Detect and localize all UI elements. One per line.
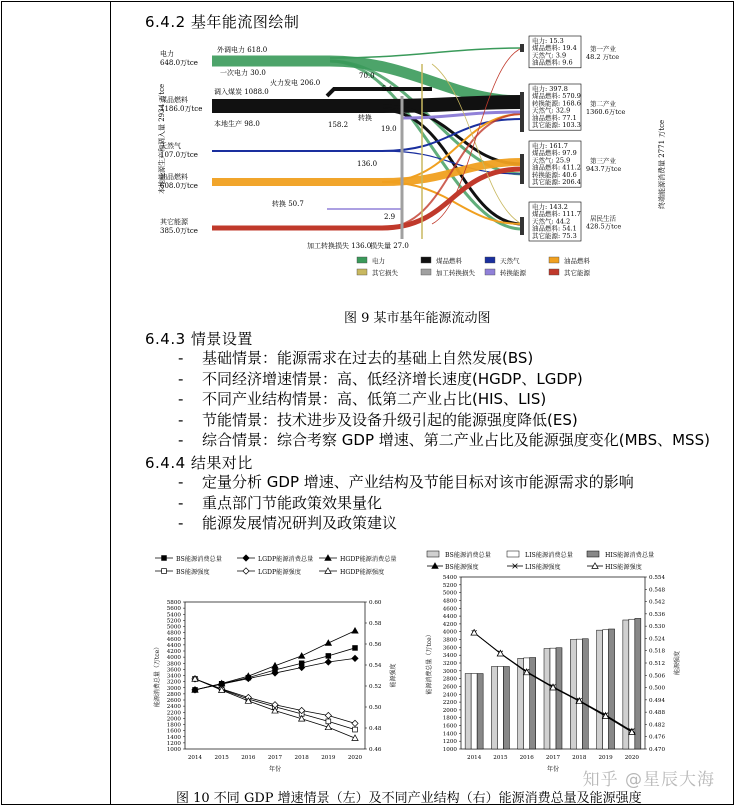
y-tick-label: 2400 xyxy=(166,704,181,711)
y2-axis-label: 能源强度 xyxy=(390,663,397,688)
y-tick-label: 4000 xyxy=(166,655,181,662)
legend-swatch xyxy=(549,269,559,275)
legend-swatch xyxy=(485,257,495,263)
flow-other xyxy=(212,169,522,228)
bar xyxy=(491,667,497,749)
y-tick-label: 2200 xyxy=(166,710,181,717)
legend-label: 油品燃料 xyxy=(564,257,590,265)
flow-right-axis-label: 终端能源消费量 2771 万tce xyxy=(658,119,666,209)
data-point xyxy=(325,712,331,718)
legend-text: HGDP能源强度 xyxy=(340,569,385,576)
sector-name: 第二产业 xyxy=(590,100,616,109)
sector-name: 第一产业 xyxy=(590,44,616,53)
bar xyxy=(550,648,556,749)
sector-line: 煤品燃料: 570.9 xyxy=(532,92,581,101)
result-item: - 重点部门节能政策效果量化 xyxy=(178,493,634,514)
data-point xyxy=(325,640,331,646)
legend-item xyxy=(427,551,491,559)
sector-line: 转换能源: 168.6 xyxy=(532,99,581,108)
y2-tick-label: 0.548 xyxy=(649,587,666,594)
y-tick-label: 1400 xyxy=(166,734,181,741)
y-tick-label: 3800 xyxy=(166,661,181,668)
y-tick-label: 3000 xyxy=(442,668,457,675)
flow-coal-power xyxy=(327,89,432,96)
y-tick-label: 2600 xyxy=(166,698,181,704)
y2-tick-label: 0.48 xyxy=(369,726,382,732)
series-line xyxy=(192,628,358,693)
x-tick-label: 2016 xyxy=(519,755,534,761)
sector-line: 其它能源: 75.3 xyxy=(532,231,577,240)
source-gas-value: 107.0万tce xyxy=(160,151,198,159)
legend-swatch xyxy=(549,257,559,263)
y2-tick-label: 0.536 xyxy=(649,611,666,618)
legend-text: LIS能源消费总量 xyxy=(525,552,573,559)
label-imported-coal: 调入煤炭 1088.0 xyxy=(214,88,269,96)
scenario-item: - 不同产业结构情景：高、低第二产业占比(HIS、LIS) xyxy=(178,389,710,410)
series-line xyxy=(192,676,358,727)
source-coal-value: 1186.0万tce xyxy=(160,105,203,113)
legend-item xyxy=(587,551,654,559)
data-point xyxy=(272,663,278,669)
y2-tick-label: 0.470 xyxy=(649,747,666,753)
x-tick-label: 2020 xyxy=(347,755,363,761)
label-outside-power: 外调电力 618.0 xyxy=(217,46,268,54)
y-tick-label: 2000 xyxy=(442,707,457,714)
y-tick-label: 2200 xyxy=(442,700,457,707)
legend-swatch xyxy=(421,257,431,263)
data-point xyxy=(353,727,358,732)
sector-line: 其它能源: 206.4 xyxy=(532,178,581,186)
y2-tick-label: 0.54 xyxy=(369,663,382,669)
legend-swatch xyxy=(357,257,367,263)
y2-tick-label: 0.58 xyxy=(369,621,382,627)
x-axis-label: 年份 xyxy=(546,766,560,773)
left-column xyxy=(2,2,111,804)
label-loss: 损失量 27.0 xyxy=(370,242,409,250)
y-tick-label: 4800 xyxy=(442,598,457,605)
sector-name: 第三产业 xyxy=(590,157,616,166)
y2-tick-label: 0.500 xyxy=(649,685,666,692)
source-other-value: 385.0万tce xyxy=(160,227,198,235)
result-list xyxy=(178,472,634,534)
source-coal: 煤品燃料 xyxy=(160,96,188,104)
legend-text: BS能源强度 xyxy=(445,564,479,571)
y-tick-label: 5200 xyxy=(442,582,457,589)
legend-item xyxy=(319,555,397,563)
y2-tick-label: 0.524 xyxy=(649,636,666,643)
section-heading-644: 6.4.4 结果对比 xyxy=(145,454,253,472)
x-tick-label: 2018 xyxy=(572,755,587,761)
y-tick-label: 4800 xyxy=(166,630,181,637)
sector-line: 天然气: 25.9 xyxy=(532,156,571,165)
source-oil: 油品燃料 xyxy=(160,173,188,181)
bar xyxy=(503,667,509,749)
legend-text: HIS能源强度 xyxy=(605,564,642,571)
scenario-item: - 基础情景：能源需求在过去的基础上自然发展(BS) xyxy=(178,348,710,369)
y-tick-label: 5400 xyxy=(442,575,457,581)
sector-value: 48.2 万tce xyxy=(586,52,620,61)
bar xyxy=(582,639,588,749)
source-other: 其它能源 xyxy=(160,218,188,226)
y-tick-label: 5000 xyxy=(166,624,181,631)
y2-axis-label: 能源强度 xyxy=(674,650,681,676)
legend-label: 煤品燃料 xyxy=(436,257,462,265)
watermark: 知乎 @星辰大海 xyxy=(582,770,715,790)
result-item: - 能源发展情况研判及政策建议 xyxy=(178,513,634,534)
y2-tick-label: 0.488 xyxy=(649,710,666,717)
bar xyxy=(471,674,477,749)
source-oil-value: 608.0万tce xyxy=(160,182,198,190)
label-primary-power: 一次电力 30.0 xyxy=(220,69,266,77)
x-tick-label: 2015 xyxy=(214,755,229,761)
bar xyxy=(603,630,609,749)
sector-line: 煤品燃料: 19.4 xyxy=(532,44,577,53)
sector-value: 943.7万tce xyxy=(586,165,622,174)
label-processing-loss: 加工转换损失 136.0 xyxy=(307,242,372,250)
legend-marker xyxy=(243,555,249,561)
label-19: 19.0 xyxy=(381,125,397,133)
sector-line: 油品燃料: 411.2 xyxy=(532,163,581,172)
label-136: 136.0 xyxy=(357,160,378,168)
x-tick-label: 2018 xyxy=(294,755,309,761)
result-item: - 定量分析 GDP 增速、产业结构及节能目标对该市能源需求的影响 xyxy=(178,472,634,493)
legend-swatch xyxy=(357,269,367,275)
y-tick-label: 2400 xyxy=(442,692,457,699)
y-tick-label: 2000 xyxy=(166,716,181,723)
scenario-item: - 节能情景：技术进步及设备升级引起的能源强度降低(ES) xyxy=(178,410,710,431)
sector-line: 电力: 161.7 xyxy=(532,142,568,150)
sector-line: 天然气: 44.2 xyxy=(532,217,571,226)
y-tick-label: 5400 xyxy=(166,612,181,619)
bar xyxy=(465,674,471,749)
sector-bar-1 xyxy=(520,44,524,52)
y2-tick-label: 0.52 xyxy=(369,684,382,690)
bar xyxy=(530,658,536,749)
y-tick-label: 1400 xyxy=(442,731,457,738)
x-tick-label: 2017 xyxy=(267,755,283,761)
legend-text: LIS能源强度 xyxy=(525,564,561,571)
legend-item xyxy=(587,563,642,571)
bar xyxy=(570,640,576,749)
y2-tick-label: 0.494 xyxy=(649,697,666,704)
y-tick-label: 3400 xyxy=(442,653,457,660)
legend-item xyxy=(427,563,479,571)
x-tick-label: 2019 xyxy=(598,755,613,761)
y-tick-label: 3800 xyxy=(442,637,457,644)
y2-tick-label: 0.530 xyxy=(649,624,666,631)
x-tick-label: 2020 xyxy=(624,755,639,761)
y-tick-label: 5600 xyxy=(166,606,181,613)
data-point xyxy=(326,719,331,724)
sector-line: 天然气: 3.9 xyxy=(532,51,567,60)
legend-marker xyxy=(162,556,167,561)
data-point xyxy=(353,646,358,651)
data-point xyxy=(299,653,305,659)
content-column xyxy=(112,2,733,804)
y-tick-label: 1800 xyxy=(442,715,457,722)
y-axis-label: 能源消费总量（万tce） xyxy=(426,631,433,695)
y-tick-label: 4400 xyxy=(166,642,181,649)
figure-10-caption: 图 10 不同 GDP 增速情景（左）及不同产业结构（右）能源消费总量及能源强度 xyxy=(176,791,642,806)
bar xyxy=(635,618,641,749)
y2-tick-label: 0.482 xyxy=(649,722,666,729)
x-tick-label: 2014 xyxy=(187,755,203,761)
sector-line: 油品燃料: 54.1 xyxy=(532,224,577,233)
sector-line: 煤品燃料: 111.7 xyxy=(532,210,581,219)
flow-legend xyxy=(357,256,591,277)
y2-tick-label: 0.476 xyxy=(649,734,666,741)
legend-text: HGDP能源消费总量 xyxy=(340,556,397,563)
y-tick-label: 5800 xyxy=(166,600,181,606)
energy-flow-diagram xyxy=(152,34,672,284)
y-tick-label: 4600 xyxy=(442,606,457,613)
sector-name: 居民生活 xyxy=(590,214,616,223)
sector-line: 转换能源: 40.6 xyxy=(532,170,577,179)
y-tick-label: 3600 xyxy=(166,667,181,674)
label-thermal-power: 火力发电 206.0 xyxy=(270,79,321,87)
legend-item xyxy=(319,568,384,576)
legend-label: 其它损失 xyxy=(372,269,398,277)
y-tick-label: 1200 xyxy=(166,740,181,747)
x-axis-label: 年份 xyxy=(268,766,282,773)
legend-text: BS能源强度 xyxy=(176,569,210,576)
label-2-9: 2.9 xyxy=(384,213,396,221)
label-158-2: 158.2 xyxy=(328,121,349,129)
y-tick-label: 4600 xyxy=(166,636,181,643)
legend-text: LGDP能源强度 xyxy=(258,569,301,576)
sector-line: 其它能源: 103.3 xyxy=(532,121,581,129)
y-tick-label: 3000 xyxy=(166,685,181,692)
structure-scenario-chart xyxy=(417,547,687,777)
x-tick-label: 2015 xyxy=(493,755,508,761)
flow-y-axis-label: 本地能源生产和调入量 2934 万tce xyxy=(158,83,166,194)
y2-tick-label: 0.56 xyxy=(369,642,382,648)
section-heading-642: 6.4.2 基年能流图绘制 xyxy=(145,13,300,31)
legend-item xyxy=(507,563,561,571)
y-tick-label: 2800 xyxy=(166,691,181,698)
data-point xyxy=(352,628,358,634)
label-conversion: 转换 xyxy=(358,114,372,122)
y-tick-label: 3600 xyxy=(442,645,457,652)
y-tick-label: 1000 xyxy=(166,747,181,753)
legend-swatch xyxy=(421,269,431,275)
legend-item xyxy=(237,555,313,563)
x-tick-label: 2017 xyxy=(545,755,561,761)
legend-marker xyxy=(243,568,249,574)
y-tick-label: 4200 xyxy=(166,649,181,655)
label-5-1: 5.1 xyxy=(382,85,394,93)
data-point xyxy=(326,654,331,659)
sector-bar-3 xyxy=(520,154,524,184)
y2-tick-label: 0.46 xyxy=(369,747,382,753)
y-tick-label: 5000 xyxy=(442,590,457,597)
bar xyxy=(544,649,550,749)
y-tick-label: 4200 xyxy=(442,621,457,628)
y-tick-label: 1800 xyxy=(166,722,181,729)
label-70: 70.0 xyxy=(359,72,375,80)
y-tick-label: 2800 xyxy=(442,676,457,683)
sector-line: 油品燃料: 77.1 xyxy=(532,113,577,122)
flow-electricity-1st xyxy=(330,48,522,58)
bar xyxy=(518,658,524,749)
source-gas: 天然气 xyxy=(160,142,181,150)
legend-swatch xyxy=(485,269,495,275)
y-tick-label: 4000 xyxy=(442,629,457,636)
scenario-item: - 不同经济增速情景：高、低经济增长速度(HGDP、LGDP) xyxy=(178,369,710,390)
sector-line: 油品燃料: 9.6 xyxy=(532,58,573,67)
bar xyxy=(497,667,503,749)
y-tick-label: 1000 xyxy=(442,747,457,753)
legend-text: LGDP能源消费总量 xyxy=(258,556,314,563)
data-point xyxy=(352,735,358,741)
source-electricity-value: 648.0万tce xyxy=(160,59,198,67)
section-heading-643: 6.4.3 情景设置 xyxy=(145,330,253,348)
y2-tick-label: 0.554 xyxy=(649,575,666,581)
y-tick-label: 1600 xyxy=(442,723,457,730)
legend-label: 转换能源 xyxy=(500,269,526,277)
y2-tick-label: 0.50 xyxy=(369,705,382,711)
sector-bar-2 xyxy=(520,92,524,132)
sector-line: 电力: 397.8 xyxy=(532,85,568,93)
x-tick-label: 2016 xyxy=(241,755,256,761)
sector-line: 电力: 143.2 xyxy=(532,203,568,211)
legend-item xyxy=(507,551,573,559)
y-tick-label: 3400 xyxy=(166,673,181,680)
legend-text: BS能源消费总量 xyxy=(445,552,491,559)
legend-marker xyxy=(162,569,167,574)
y2-tick-label: 0.506 xyxy=(649,673,666,680)
y2-tick-label: 0.60 xyxy=(369,600,382,606)
y2-tick-label: 0.542 xyxy=(649,599,666,606)
sector-line: 天然气: 32.9 xyxy=(532,106,571,115)
sector-value: 1360.6万tce xyxy=(586,108,626,117)
gdp-scenario-chart xyxy=(147,547,407,777)
document-frame xyxy=(1,1,734,805)
flow-coal xyxy=(212,102,522,106)
legend-label: 其它能源 xyxy=(564,269,590,277)
sector-line: 煤品燃料: 97.9 xyxy=(532,149,577,158)
y-tick-label: 3200 xyxy=(442,661,457,667)
source-electricity: 电力 xyxy=(160,50,174,58)
label-conversion-50-7: 转换 50.7 xyxy=(272,200,304,208)
sector-bar-4 xyxy=(520,217,524,235)
bar xyxy=(597,630,603,749)
label-local-coal: 本地生产 98.0 xyxy=(214,120,260,128)
data-point xyxy=(325,659,331,665)
y-tick-label: 1600 xyxy=(166,728,181,735)
x-tick-label: 2019 xyxy=(321,755,336,761)
y-tick-label: 3200 xyxy=(166,679,181,686)
y2-tick-label: 0.518 xyxy=(649,648,666,655)
bar xyxy=(609,629,615,749)
legend-item xyxy=(155,555,222,563)
bar xyxy=(477,674,483,749)
scenario-item: - 综合情景：综合考察 GDP 增速、第二产业占比及能源强度变化(MBS、MSS) xyxy=(178,430,710,451)
scenario-list xyxy=(178,348,710,451)
y-tick-label: 1200 xyxy=(442,739,457,746)
sector-value: 428.5万tce xyxy=(586,222,622,231)
bar xyxy=(556,648,562,749)
x-tick-label: 2014 xyxy=(467,755,482,761)
y-axis-label: 能源消费总量（万tce） xyxy=(154,643,161,708)
data-point xyxy=(352,655,358,661)
y-tick-label: 5200 xyxy=(166,618,181,625)
figure-9-caption: 图 9 某市基年能源流动图 xyxy=(344,311,491,326)
legend-label: 电力 xyxy=(372,257,385,265)
legend-item xyxy=(237,568,301,576)
legend-label: 天然气 xyxy=(500,257,520,265)
y2-tick-label: 0.512 xyxy=(649,661,666,667)
bar xyxy=(576,639,582,749)
legend-text: HIS能源消费总量 xyxy=(605,552,655,559)
y-tick-label: 4400 xyxy=(442,614,457,621)
y-tick-label: 2600 xyxy=(442,684,457,691)
legend-text: BS能源消费总量 xyxy=(176,556,222,563)
data-point xyxy=(352,720,358,726)
legend-label: 加工转换损失 xyxy=(436,269,475,277)
legend-item xyxy=(155,568,210,576)
sector-line: 电力: 15.3 xyxy=(532,37,564,45)
